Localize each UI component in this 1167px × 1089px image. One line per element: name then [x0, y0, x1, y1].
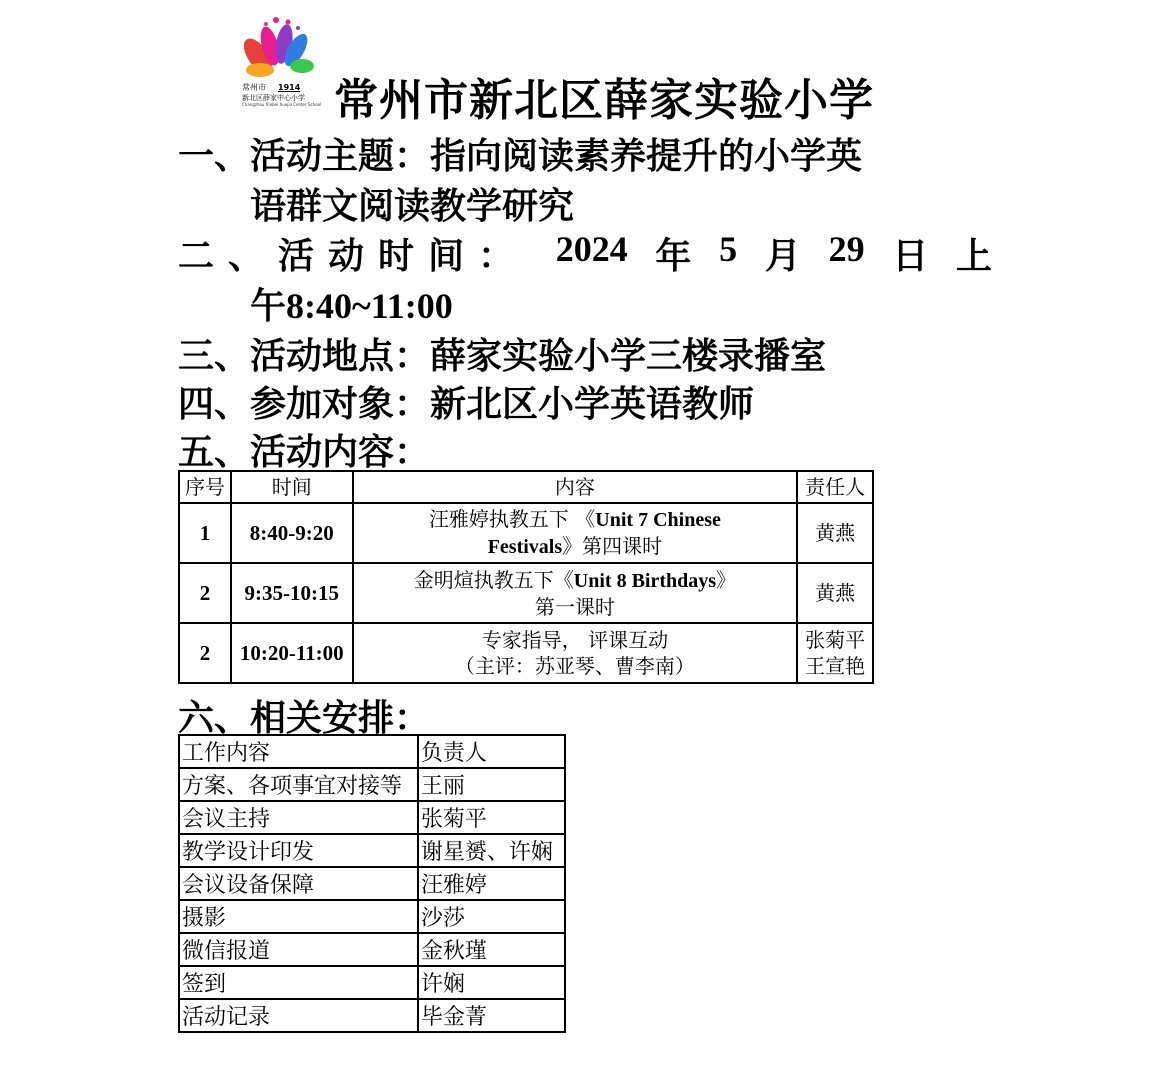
page-title: 常州市新北区薛家实验小学: [334, 75, 874, 126]
header-time: 时间: [231, 471, 353, 503]
time-part: 上: [955, 236, 992, 277]
table-row: [179, 933, 565, 966]
content-text: 》: [716, 567, 737, 592]
row-no: 2: [179, 563, 231, 623]
owner-cell: 毕金菁: [418, 999, 565, 1032]
header-owner: 负责人: [418, 735, 565, 768]
schedule-header-row: [179, 471, 873, 503]
arrangements-table: [178, 734, 566, 1033]
row-content: [353, 623, 798, 683]
schedule-table: [178, 470, 874, 684]
content-english: Festivals: [487, 536, 563, 558]
table-row: [179, 966, 565, 999]
owner-cell: 汪雅婷: [418, 867, 565, 900]
table-row: [179, 801, 565, 834]
row-content: [353, 563, 798, 623]
logo-year: 1914: [278, 83, 301, 92]
header-content: 内容: [353, 471, 798, 503]
table-row: [179, 999, 565, 1032]
time-month-unit: 月: [764, 236, 801, 277]
row-time: 9:35-10:15: [231, 563, 353, 623]
content-text: （主评：苏亚琴、曹李南）: [454, 654, 695, 678]
owner-cell: 谢星赟、许娴: [418, 834, 565, 867]
task-cell: 会议主持: [179, 801, 418, 834]
section-theme: 一、活动主题：指向阅读素养提升的小学英: [178, 136, 863, 177]
task-cell: 签到: [179, 966, 418, 999]
person-name: 黄燕: [815, 521, 856, 545]
header-no: 序号: [179, 471, 231, 503]
section-audience: 四、参加对象：新北区小学英语教师: [178, 384, 755, 425]
section-content: 五、活动内容：: [178, 432, 431, 473]
row-content: [353, 503, 798, 563]
content-english: Unit 8 Birthdays: [573, 569, 717, 592]
task-cell: 活动记录: [179, 999, 418, 1032]
row-time: 8:40-9:20: [231, 503, 353, 563]
section-time: [178, 228, 992, 279]
table-row: [179, 768, 565, 801]
section-arrangements: 六、相关安排：: [178, 698, 431, 739]
owner-cell: 许娴: [418, 966, 565, 999]
table-row: [179, 834, 565, 867]
logo-city: 常州市: [242, 83, 266, 92]
table-row: [179, 900, 565, 933]
section-location: 三、活动地点：薛家实验小学三楼录播室: [178, 336, 827, 377]
arrangements-header-row: [179, 735, 565, 768]
content-text: 金明煊执教五下《: [413, 567, 574, 592]
school-logo: [236, 14, 326, 106]
flower-logo-icon: [236, 14, 326, 84]
content-text: 第一课时: [534, 594, 615, 619]
table-row: [179, 503, 873, 563]
row-person: [797, 503, 873, 563]
time-year-unit: 年: [655, 236, 692, 277]
logo-english-name: Changzhou Xinbei Xuejia Center School: [242, 102, 322, 107]
person-name: 黄燕: [815, 581, 856, 605]
owner-cell: 金秋瑾: [418, 933, 565, 966]
logo-school-name: 新北区薛家中心小学: [242, 94, 305, 102]
owner-cell: 张菊平: [418, 801, 565, 834]
section-time-continued: [250, 278, 453, 329]
task-cell: 微信报道: [179, 933, 418, 966]
content-text: 》第四课时: [562, 534, 663, 558]
time-part-cont: 午: [250, 286, 287, 327]
owner-cell: 王丽: [418, 768, 565, 801]
header-person: 责任人: [797, 471, 873, 503]
task-cell: 会议设备保障: [179, 867, 418, 900]
time-day: 29: [828, 229, 865, 269]
task-cell: 摄影: [179, 900, 418, 933]
row-no: 1: [179, 503, 231, 563]
content-english: Unit 7 Chinese: [595, 509, 721, 531]
logo-city-text: [242, 82, 300, 93]
person-name: 王宣艳: [805, 654, 866, 678]
time-month: 5: [719, 229, 738, 269]
section-time-label: 二、活动时间：: [178, 236, 529, 277]
row-person: [797, 623, 873, 683]
section-theme-continued: 语群文阅读教学研究: [250, 186, 575, 227]
row-no: 2: [179, 623, 231, 683]
content-text: 专家指导， 评课互动: [481, 628, 669, 652]
content-text: 汪雅婷执教五下 《: [428, 507, 596, 531]
row-time: 10:20-11:00: [231, 623, 353, 683]
task-cell: 方案、各项事宜对接等: [179, 768, 418, 801]
time-day-unit: 日: [892, 236, 929, 277]
header-task: 工作内容: [179, 735, 418, 768]
table-row: [179, 867, 565, 900]
person-name: 张菊平: [805, 628, 866, 652]
table-row: [179, 623, 873, 683]
owner-cell: 沙莎: [418, 900, 565, 933]
task-cell: 教学设计印发: [179, 834, 418, 867]
row-person: [797, 563, 873, 623]
table-row: [179, 563, 873, 623]
time-year: 2024: [555, 229, 628, 269]
time-range: 8:40~11:00: [286, 286, 453, 326]
